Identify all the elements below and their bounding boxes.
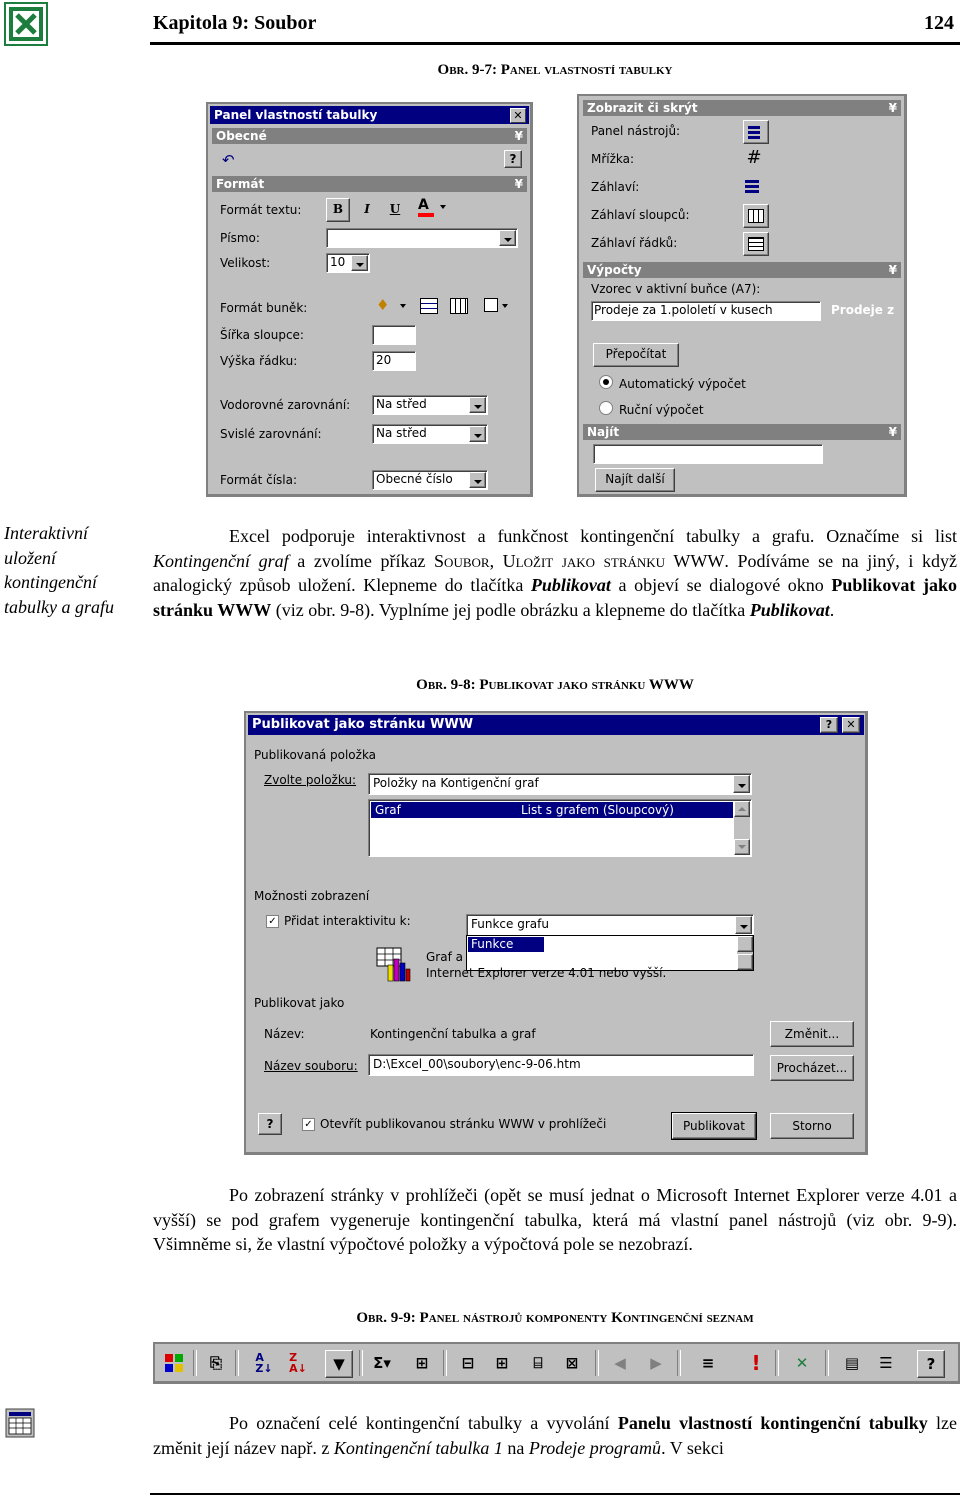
pivot-properties-icon: [5, 1408, 35, 1438]
formula-overflow-text: Prodeje z: [831, 303, 895, 317]
scroll-up-icon[interactable]: [734, 801, 750, 817]
chevron-down-icon[interactable]: [400, 304, 406, 308]
row-height-label: Výška řádku:: [220, 354, 298, 368]
size-dropdown[interactable]: [326, 253, 370, 273]
formula-input[interactable]: [591, 301, 821, 321]
filename-value: D:\Excel_00\soubory\enc-9-06.htm: [373, 1057, 581, 1071]
interactivity-value: Funkce grafu: [471, 917, 549, 931]
header-label: Záhlaví:: [591, 180, 640, 194]
undo-icon[interactable]: ↶: [222, 151, 235, 169]
help-icon[interactable]: ?: [917, 1350, 945, 1378]
text: a objeví se dialogové okno: [610, 575, 832, 595]
section-show-hide[interactable]: [583, 100, 901, 116]
chevron-down-icon: ¥: [514, 129, 523, 143]
figure-caption: Obr. 9-9: Panel nástrojů komponenty Kontingenční seznam: [356, 1310, 754, 1326]
manual-calc-label: Ruční výpočet: [619, 403, 704, 417]
h-align-label: Vodorovné zarovnání:: [220, 398, 351, 412]
section-format-label: Formát: [216, 177, 265, 191]
sort-ascending-icon[interactable]: A Z↓: [255, 1351, 273, 1375]
interactivity-checkbox[interactable]: ✓: [266, 915, 279, 928]
margin-note: Interaktivní uložení kontingenční tabulky a grafu: [4, 523, 114, 617]
expand-icon[interactable]: ⊞: [495, 1354, 509, 1372]
scroll-up-icon[interactable]: [737, 936, 753, 952]
figure-caption: Obr. 9-7: Panel vlastností tabulky: [437, 62, 673, 78]
toolbar-toggle-icon[interactable]: [743, 120, 769, 144]
collapse-icon[interactable]: ⊟: [461, 1354, 475, 1372]
row-header-label: Záhlaví řádků:: [591, 236, 678, 250]
text: . Podíváme se na jiný, i když analogický způsob uložení. Klepneme do tlačítka: [153, 550, 958, 595]
separator: [193, 1350, 197, 1376]
cancel-button[interactable]: Storno: [770, 1113, 854, 1139]
auto-calc-radio[interactable]: [599, 375, 613, 389]
chevron-down-icon: [474, 434, 482, 438]
alert-icon[interactable]: !: [751, 1351, 761, 1375]
find-next-button[interactable]: Najít další: [595, 468, 675, 492]
old-name: Kontingenční tabulka 1: [333, 1437, 503, 1458]
dialog-name: Publikovat jako stránku WWW: [153, 575, 957, 620]
choose-item-label: Zvolte položku:: [264, 773, 357, 787]
v-align-dropdown[interactable]: [372, 424, 488, 444]
h-align-value: Na střed: [376, 397, 427, 411]
choose-item-dropdown[interactable]: [368, 773, 752, 795]
paragraph: [153, 1411, 957, 1460]
browse-button[interactable]: Procházet...: [770, 1055, 854, 1081]
name-value: Kontingenční tabulka a graf: [370, 1027, 536, 1041]
grid-label: Mřížka:: [591, 152, 635, 166]
chevron-down-icon: ¥: [514, 177, 523, 191]
button-name: Publikovat: [530, 575, 611, 595]
cell-format-label: Formát buněk:: [220, 301, 308, 315]
footer-rule: [150, 1493, 960, 1495]
published-item-heading: Publikovaná položka: [254, 748, 377, 762]
name-label: Název:: [264, 1027, 305, 1041]
section-format[interactable]: [212, 176, 527, 192]
header-toggle-icon[interactable]: [745, 178, 765, 196]
text: .: [829, 599, 835, 620]
panel-name: Panelu vlastností kontingenční tabulky: [617, 1413, 928, 1433]
separator: [595, 1350, 599, 1376]
border-icon[interactable]: [484, 298, 498, 312]
choose-item-value: Položky na Kontigenční graf: [373, 776, 539, 790]
chevron-down-icon: [356, 263, 364, 267]
section-general-label: Obecné: [216, 129, 267, 143]
chevron-down-icon: [474, 480, 482, 484]
section-find[interactable]: [583, 424, 901, 440]
separator: [359, 1350, 363, 1376]
menu-command: Soubor, Uložit jako stránku WWW: [434, 550, 725, 571]
dialog-title: Publikovat jako stránku WWW: [252, 717, 474, 732]
formula-label: Vzorec v aktivní buňce (A7):: [591, 282, 761, 296]
scrollbar[interactable]: [734, 801, 750, 855]
autofilter-icon[interactable]: ▼: [325, 1350, 353, 1378]
chevron-down-icon: [504, 238, 512, 242]
chevron-down-icon: ¥: [888, 425, 897, 439]
help-icon[interactable]: ?: [820, 717, 838, 733]
field-list-toggle-icon[interactable]: ☰: [879, 1354, 893, 1372]
formula-value: Prodeje za 1.pololetí v kusech: [594, 303, 773, 317]
panel-title: Panel vlastností tabulky: [214, 108, 378, 122]
open-browser-checkbox[interactable]: ✓: [302, 1118, 315, 1131]
separator: [443, 1350, 447, 1376]
scrollbar[interactable]: [737, 936, 753, 970]
auto-calc-label: Automatický výpočet: [619, 377, 746, 391]
bold-button[interactable]: B: [326, 198, 350, 222]
table-grid-icon[interactable]: [450, 298, 468, 314]
separator: [677, 1350, 681, 1376]
v-align-value: Na střed: [376, 426, 427, 440]
font-color-button[interactable]: [418, 197, 452, 221]
scroll-down-icon[interactable]: [734, 839, 750, 855]
chevron-down-icon: [440, 205, 446, 209]
change-button[interactable]: Změnit...: [770, 1021, 854, 1047]
text: . V sekci: [661, 1437, 724, 1458]
scroll-down-icon[interactable]: [737, 954, 753, 970]
pivot-properties-panel-2: [577, 94, 907, 497]
manual-calc-radio[interactable]: [599, 401, 613, 415]
interactivity-dropdown[interactable]: [466, 914, 754, 936]
number-format-label: Formát čísla:: [220, 473, 298, 487]
section-calc-label: Výpočty: [587, 263, 642, 277]
display-options-heading: Možnosti zobrazení: [254, 889, 370, 903]
row-height-input[interactable]: [372, 351, 416, 371]
chapter-title: Kapitola 9: Soubor: [153, 12, 317, 34]
filename-input[interactable]: [368, 1054, 754, 1076]
interactivity-label: Přidat interaktivitu k:: [284, 914, 411, 928]
list-item-type: List s grafem (Sloupcový): [521, 803, 674, 817]
chevron-down-icon[interactable]: [502, 304, 508, 308]
number-format-value: Obecné číslo: [376, 472, 453, 486]
figure-caption: Obr. 9-8: Publikovat jako stránku WWW: [416, 677, 694, 693]
separator: [825, 1350, 829, 1376]
text: Excel podporuje interaktivnost a funkčnost kontingenční tabulky a grafu. Označíme si list: [229, 526, 957, 546]
h-align-dropdown[interactable]: [372, 395, 488, 415]
show-top-icon[interactable]: ⌸: [533, 1354, 543, 1372]
chevron-down-icon: ¥: [888, 263, 897, 277]
find-input[interactable]: [593, 444, 823, 464]
close-icon[interactable]: ✕: [842, 717, 860, 733]
chevron-down-icon: [738, 784, 746, 788]
arrow-right-icon[interactable]: ▶: [650, 1354, 662, 1372]
text: a zvolíme příkaz: [288, 550, 435, 571]
separator: [775, 1350, 779, 1376]
chevron-up-icon: ¥: [888, 101, 897, 115]
paragraph: [153, 524, 957, 622]
font-color-letter: A: [418, 197, 429, 213]
italic-button[interactable]: I: [364, 202, 370, 216]
col-width-input[interactable]: [372, 325, 416, 345]
autosum-icon[interactable]: Σ▾: [373, 1354, 391, 1372]
row-height-value: 20: [376, 353, 392, 367]
text: (viz obr. 9-8). Vyplníme jej podle obrázku a klepneme do tlačítka: [271, 599, 750, 620]
header-rule: [150, 42, 960, 45]
item-list[interactable]: [368, 799, 752, 857]
chevron-down-icon: [474, 405, 482, 409]
chevron-down-icon: [740, 925, 748, 929]
properties-icon[interactable]: ▤: [844, 1354, 860, 1372]
subtotal-icon[interactable]: ⊞: [415, 1354, 429, 1372]
size-label: Velikost:: [220, 256, 271, 270]
hint-text-2: Internet Explorer verze 4.01 nebo vyšší.: [426, 966, 667, 980]
number-format-dropdown[interactable]: [372, 470, 488, 490]
export-excel-icon[interactable]: ✕: [795, 1354, 809, 1372]
help-icon[interactable]: ?: [258, 1113, 282, 1135]
sort-descending-icon[interactable]: Z A↓: [289, 1351, 307, 1375]
publish-button[interactable]: Publikovat: [672, 1113, 756, 1139]
text: na: [502, 1437, 529, 1458]
help-icon[interactable]: ?: [504, 150, 522, 168]
excel-logo-icon: [4, 2, 48, 46]
list-item-name: Graf: [375, 803, 401, 817]
cell-grid-icon[interactable]: [420, 298, 438, 314]
filename-label: Název souboru:: [264, 1059, 358, 1073]
list-item[interactable]: [371, 802, 733, 818]
refresh-icon[interactable]: ⊠: [565, 1354, 579, 1372]
col-header-label: Záhlaví sloupců:: [591, 208, 690, 222]
page-number: 124: [924, 12, 954, 34]
field-list-icon[interactable]: ≡: [701, 1354, 715, 1372]
underline-button[interactable]: U: [389, 202, 401, 216]
row-header-toggle-icon[interactable]: [743, 232, 769, 256]
font-label: Písmo:: [220, 231, 260, 245]
sheet-name: Kontingenční graf: [153, 550, 289, 571]
format-text-label: Formát textu:: [220, 203, 302, 217]
grid-toggle-icon[interactable]: #: [746, 147, 762, 168]
section-calculations[interactable]: [583, 262, 901, 278]
text: lze změnit její název např. z: [153, 1413, 958, 1458]
office-logo-icon[interactable]: [161, 1350, 187, 1376]
open-browser-label: Otevřít publikovanou stránku WWW v prohlížeči: [320, 1117, 607, 1131]
copy-icon[interactable]: ⎘: [209, 1354, 222, 1372]
section-show-hide-label: Zobrazit či skrýt: [587, 101, 698, 115]
section-find-label: Najít: [587, 425, 620, 439]
separator: [235, 1350, 239, 1376]
close-icon[interactable]: ✕: [510, 108, 526, 123]
option-label: Funkce grafu: [471, 937, 514, 965]
button-name: Publikovat: [749, 599, 830, 620]
toolbar-label: Panel nástrojů:: [591, 124, 681, 138]
new-name: Prodeje programů: [528, 1437, 662, 1458]
list-item[interactable]: [468, 937, 544, 965]
hint-text-1: Graf a: [426, 950, 463, 964]
text: Po označení celé kontingenční tabulky a vyvolání: [229, 1413, 618, 1433]
fill-color-icon[interactable]: ♦: [376, 296, 390, 314]
pivotlist-toolbar: [153, 1342, 960, 1384]
v-align-label: Svislé zarovnání:: [220, 427, 322, 441]
publish-dialog: [244, 711, 868, 1155]
size-value: 10: [330, 255, 346, 269]
section-general[interactable]: [212, 128, 527, 144]
pivot-chart-icon: [376, 947, 412, 983]
arrow-left-icon[interactable]: ◀: [614, 1354, 626, 1372]
recalculate-button[interactable]: Přepočítat: [593, 343, 679, 367]
col-header-toggle-icon[interactable]: [743, 204, 769, 228]
paragraph: Po zobrazení stránky v prohlížeči (opět se musí jednat o Microsoft Internet Explorer verze 4.01 a vyšší) se pod grafem vygeneruje kontingenční tabulka, která má vlastní panel nástrojů (viz obr. 9-9). Všimněme si, že vlastní výpočtové položky a výpočtová pole se nezobrazí.: [153, 1185, 957, 1254]
publish-as-heading: Publikovat jako: [254, 996, 345, 1010]
pivot-properties-panel: [206, 102, 533, 497]
font-dropdown[interactable]: [326, 228, 518, 248]
col-width-label: Šířka sloupce:: [220, 328, 304, 342]
